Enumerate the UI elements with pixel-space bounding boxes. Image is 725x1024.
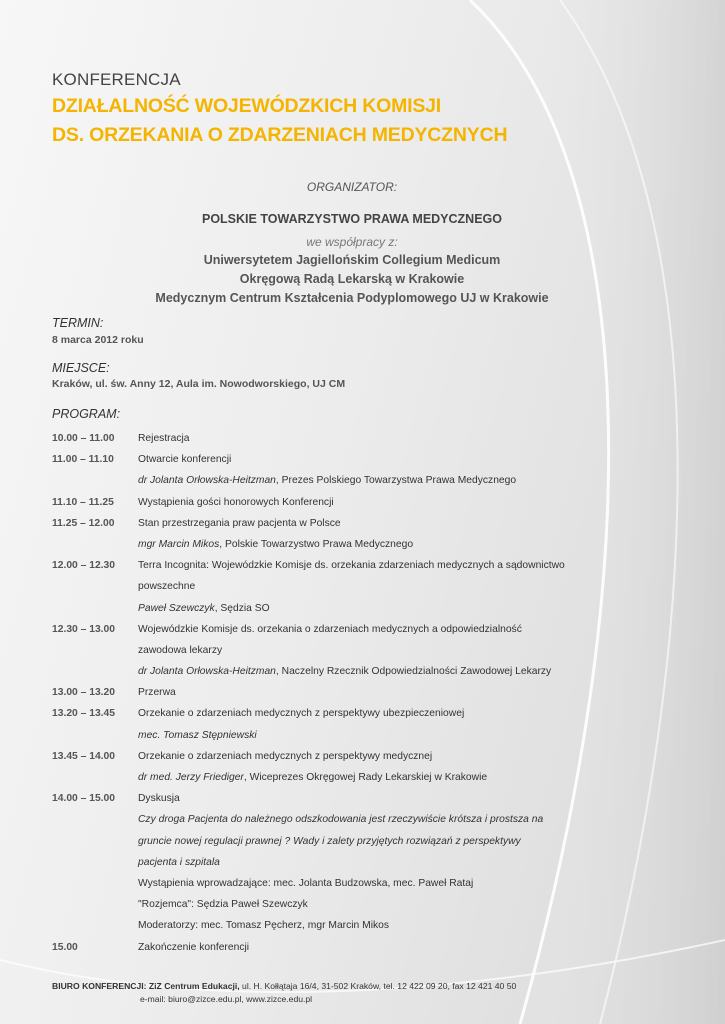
program-text: , Naczelny Rzecznik Odpowiedzialności Zawodowej Lekarzy (275, 666, 552, 678)
program-label: PROGRAM: (52, 407, 121, 421)
program-time: 12.00 – 12.30 (52, 560, 115, 572)
program-text: powszechne (138, 581, 196, 593)
program-entry (138, 894, 308, 915)
program-time: 11.25 – 12.00 (52, 517, 115, 529)
program-row (52, 470, 672, 491)
program-row (52, 534, 672, 555)
program-entry (138, 725, 257, 746)
organizer-label: ORGANIZATOR: (306, 180, 398, 194)
partner-2: Okręgową Radą Lekarską w Krakowie (239, 272, 465, 286)
footer-line-1 (52, 980, 516, 993)
program-row (52, 915, 672, 936)
program-row (52, 852, 672, 873)
program-text: Moderatorzy: mec. Tomasz Pęcherz, mgr Marcin Mikos (138, 920, 390, 932)
program-row (52, 831, 672, 852)
program-text: Wystąpienia gości honorowych Konferencji (138, 496, 334, 508)
program-entry (138, 492, 334, 513)
program-row (52, 894, 672, 915)
program-row (52, 598, 672, 619)
program-time: 15.00 (52, 941, 78, 953)
program-row (52, 725, 672, 746)
program-row (52, 576, 672, 597)
program-text: "Rozjemca": Sędzia Paweł Szewczyk (138, 899, 308, 911)
program-row (52, 809, 672, 830)
program-time: 14.00 – 15.00 (52, 793, 115, 805)
program-row (52, 449, 672, 470)
footer-email-line: e-mail: biuro@zizce.edu.pl, www.zizce.edu.pl (140, 994, 313, 1004)
program-list (52, 428, 672, 958)
miejsce-label: MIEJSCE: (52, 361, 110, 375)
program-row (52, 619, 672, 640)
speaker-name: dr med. Jerzy Friediger (138, 772, 244, 783)
program-time: 13.00 – 13.20 (52, 687, 115, 699)
program-entry (138, 809, 543, 830)
speaker-name: mgr Marcin Mikos (138, 538, 220, 550)
program-entry (138, 513, 341, 534)
program-text: Orzekanie o zdarzeniach medycznych z perspektywy medycznej (138, 750, 433, 762)
program-row (52, 640, 672, 661)
program-text: Terra Incognita: Wojewódzkie Komisje ds. orzekania zdarzeniach medycznych a sądownictwo (138, 560, 565, 572)
program-entry (138, 640, 222, 661)
program-entry (138, 703, 464, 724)
program-entry (138, 788, 180, 809)
program-time: 11.00 – 11.10 (52, 454, 114, 466)
program-entry (138, 555, 565, 576)
title-line-2: DS. ORZEKANIA O ZDARZENIACH MEDYCZNYCH (52, 124, 508, 146)
program-text: , Sędzia SO (214, 602, 270, 614)
program-text: Dyskusja (138, 793, 180, 805)
program-entry (138, 873, 473, 894)
footer-address: ul. H. Kołłątaja 16/4, 31-502 Kraków, tel. 12 422 09 20, fax 12 421 40 50 (239, 981, 517, 991)
speaker-name: Paweł Szewczyk (138, 602, 215, 614)
program-entry (138, 852, 220, 873)
program-row (52, 661, 672, 682)
program-row (52, 788, 672, 809)
program-entry (138, 661, 551, 682)
program-text: , Wiceprezes Okręgowej Rady Lekarskiej w Krakowie (243, 772, 488, 783)
program-text: , Prezes Polskiego Towarzystwa Prawa Medycznego (275, 475, 517, 487)
speaker-name: dr Jolanta Orłowska-Heitzman (138, 666, 276, 678)
program-row (52, 703, 672, 724)
program-text: Orzekanie o zdarzeniach medycznych z perspektywy ubezpieczeniowej (138, 708, 465, 720)
program-entry (138, 746, 432, 767)
discussion-topic: gruncie nowej regulacji prawnej ? Wady i zalety przyjętych rozwiązań z perspektywy (138, 835, 521, 847)
program-text: zawodowa lekarzy (138, 644, 223, 656)
program-time: 13.20 – 13.45 (52, 708, 115, 720)
program-entry (138, 428, 190, 449)
program-entry (138, 767, 487, 788)
program-time: 10.00 – 11.00 (52, 433, 115, 444)
program-row (52, 492, 672, 513)
termin-label: TERMIN: (52, 316, 104, 330)
program-text: Stan przestrzegania praw pacjenta w Polsce (138, 517, 341, 529)
partner-3: Medycznym Centrum Kształcenia Podyplomowego UJ w Krakowie (155, 291, 549, 305)
program-entry (138, 619, 522, 640)
program-row (52, 767, 672, 788)
program-row (52, 555, 672, 576)
partner-1: Uniwersytetem Jagiellońskim Collegium Medicum (203, 253, 501, 267)
discussion-topic: pacjenta i szpitala (138, 856, 220, 868)
program-entry (138, 576, 195, 597)
cooperation-label: we współpracy z: (306, 235, 398, 249)
program-text: Przerwa (138, 687, 176, 699)
program-row (52, 513, 672, 534)
program-row (52, 937, 672, 958)
program-row (52, 428, 672, 449)
organizer-name: POLSKIE TOWARZYSTWO PRAWA MEDYCZNEGO (201, 212, 502, 226)
program-entry (138, 831, 521, 852)
title-line-1: DZIAŁALNOŚĆ WOJEWÓDZKICH KOMISJI (52, 95, 442, 117)
program-time: 12.30 – 13.00 (52, 623, 115, 635)
program-text: Otwarcie konferencji (138, 454, 232, 466)
program-time: 13.45 – 14.00 (52, 750, 115, 762)
program-row (52, 873, 672, 894)
program-row (52, 682, 672, 703)
speaker-name: mec. Tomasz Stępniewski (138, 729, 257, 741)
footer-label: BIURO KONFERENCJI: ZiZ Centrum Edukacji, (52, 981, 240, 991)
miejsce-value: Kraków, ul. św. Anny 12, Aula im. Nowodworskiego, UJ CM (52, 378, 346, 390)
program-entry (138, 937, 249, 958)
speaker-name: dr Jolanta Orłowska-Heitzman (138, 475, 276, 487)
program-entry (138, 598, 270, 619)
program-entry (138, 534, 413, 555)
program-time: 11.10 – 11.25 (52, 496, 114, 508)
program-text: Wystąpienia wprowadzające: mec. Jolanta Budzowska, mec. Paweł Rataj (138, 877, 474, 889)
program-entry (138, 915, 389, 936)
program-text: Rejestracja (138, 433, 190, 444)
program-entry (138, 470, 516, 491)
program-text: Wojewódzkie Komisje ds. orzekania o zdarzeniach medycznych a odpowiedzialność (138, 623, 522, 635)
program-row (52, 746, 672, 767)
termin-value: 8 marca 2012 roku (52, 334, 144, 346)
program-text: , Polskie Towarzystwo Prawa Medycznego (219, 538, 414, 550)
program-text: Zakończenie konferencji (138, 941, 250, 953)
discussion-topic: Czy droga Pacjenta do należnego odszkodowania jest rzeczywiście krótsza i prostsza na (138, 814, 544, 826)
conference-label: KONFERENCJA (52, 70, 181, 89)
program-entry (138, 449, 231, 470)
program-entry (138, 682, 176, 703)
